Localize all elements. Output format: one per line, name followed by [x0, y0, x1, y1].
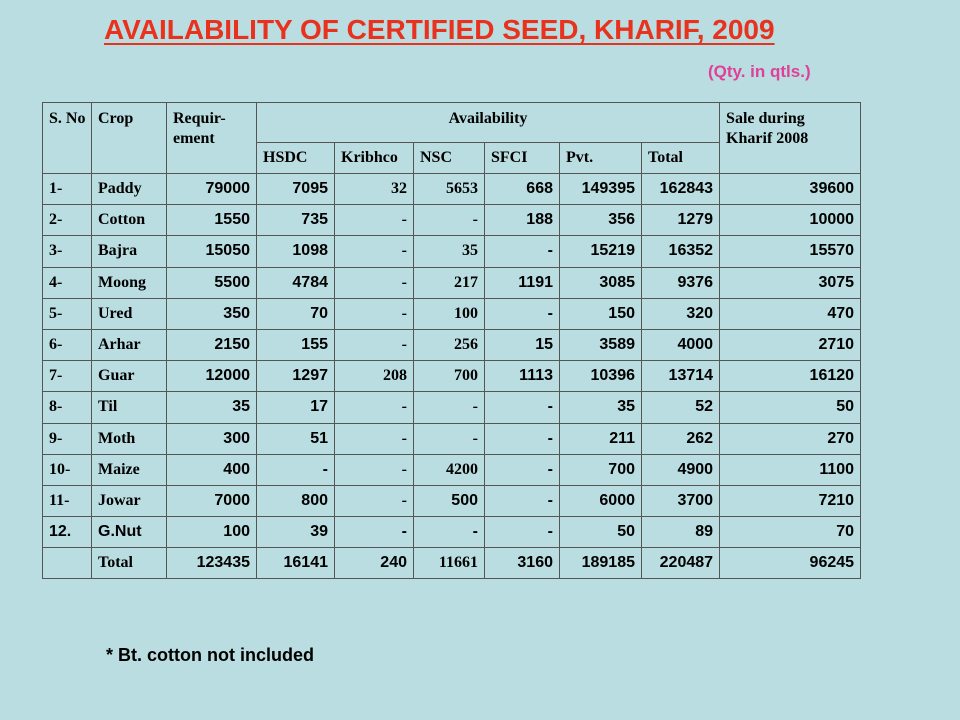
sale-cell: 1100: [720, 454, 861, 485]
sfci-cell: -: [485, 392, 560, 423]
req-cell: 7000: [167, 485, 257, 516]
nsc-cell: 217: [414, 267, 485, 298]
sno-cell: 7-: [43, 361, 92, 392]
hsdc-cell: 7095: [257, 174, 335, 205]
kribhco-cell: -: [335, 392, 414, 423]
nsc-cell: 700: [414, 361, 485, 392]
sno-cell: 2-: [43, 205, 92, 236]
hsdc-cell: 17: [257, 392, 335, 423]
pvt-cell: 50: [560, 517, 642, 548]
sale-cell: 16120: [720, 361, 861, 392]
header-nsc: NSC: [414, 143, 485, 174]
total-cell: 4000: [642, 329, 720, 360]
total-cell: 162843: [642, 174, 720, 205]
table-row: [43, 267, 861, 298]
header-kribhco: Kribhco: [335, 143, 414, 174]
page-title: AVAILABILITY OF CERTIFIED SEED, KHARIF, 2009: [104, 14, 775, 45]
req-cell: 2150: [167, 329, 257, 360]
table-row: [43, 298, 861, 329]
sale-cell: 39600: [720, 174, 861, 205]
total-total: 220487: [642, 548, 720, 579]
header-hsdc: HSDC: [257, 143, 335, 174]
pvt-cell: 3589: [560, 329, 642, 360]
table-row: [43, 485, 861, 516]
req-cell: 400: [167, 454, 257, 485]
total-pvt: 189185: [560, 548, 642, 579]
nsc-cell: -: [414, 423, 485, 454]
total-sno-cell: [43, 548, 92, 579]
req-cell: 12000: [167, 361, 257, 392]
total-cell: 3700: [642, 485, 720, 516]
sno-cell: 6-: [43, 329, 92, 360]
crop-cell: Ured: [92, 298, 167, 329]
kribhco-cell: -: [335, 236, 414, 267]
sfci-cell: -: [485, 485, 560, 516]
unit-note: (Qty. in qtls.): [708, 62, 811, 81]
sfci-cell: -: [485, 298, 560, 329]
pvt-cell: 10396: [560, 361, 642, 392]
total-sale: 96245: [720, 548, 861, 579]
pvt-cell: 6000: [560, 485, 642, 516]
req-cell: 100: [167, 517, 257, 548]
sno-cell: 11-: [43, 485, 92, 516]
crop-cell: Guar: [92, 361, 167, 392]
nsc-cell: 5653: [414, 174, 485, 205]
table-row: [43, 454, 861, 485]
total-cell: 1279: [642, 205, 720, 236]
total-cell: 52: [642, 392, 720, 423]
header-sale: Sale during Kharif 2008: [720, 103, 861, 174]
sno-cell: 9-: [43, 423, 92, 454]
crop-cell: Moth: [92, 423, 167, 454]
sale-cell: 470: [720, 298, 861, 329]
sfci-cell: -: [485, 517, 560, 548]
table-row: [43, 423, 861, 454]
req-cell: 35: [167, 392, 257, 423]
total-cell: 4900: [642, 454, 720, 485]
header-total: Total: [642, 143, 720, 174]
sale-cell: 3075: [720, 267, 861, 298]
header-crop: Crop: [92, 103, 167, 174]
total-row: [43, 548, 861, 579]
nsc-cell: -: [414, 205, 485, 236]
kribhco-cell: -: [335, 485, 414, 516]
sfci-cell: 668: [485, 174, 560, 205]
table-row: [43, 205, 861, 236]
kribhco-cell: -: [335, 454, 414, 485]
total-requirement: 123435: [167, 548, 257, 579]
sale-cell: 50: [720, 392, 861, 423]
sno-cell: 3-: [43, 236, 92, 267]
hsdc-cell: 70: [257, 298, 335, 329]
sale-cell: 270: [720, 423, 861, 454]
nsc-cell: -: [414, 392, 485, 423]
total-cell: 262: [642, 423, 720, 454]
table-row: [43, 361, 861, 392]
hsdc-cell: 4784: [257, 267, 335, 298]
hsdc-cell: 1098: [257, 236, 335, 267]
total-sfci: 3160: [485, 548, 560, 579]
hsdc-cell: 735: [257, 205, 335, 236]
header-sfci: SFCI: [485, 143, 560, 174]
kribhco-cell: -: [335, 517, 414, 548]
sno-cell: 8-: [43, 392, 92, 423]
table-row: [43, 174, 861, 205]
total-cell: 320: [642, 298, 720, 329]
total-kribhco: 240: [335, 548, 414, 579]
nsc-cell: 256: [414, 329, 485, 360]
sno-cell: 5-: [43, 298, 92, 329]
header-availability: Availability: [257, 103, 720, 143]
sno-cell: 4-: [43, 267, 92, 298]
sno-cell: 10-: [43, 454, 92, 485]
hsdc-cell: 51: [257, 423, 335, 454]
pvt-cell: 35: [560, 392, 642, 423]
footnote: * Bt. cotton not included: [106, 645, 314, 665]
pvt-cell: 15219: [560, 236, 642, 267]
total-cell: 89: [642, 517, 720, 548]
total-cell: 13714: [642, 361, 720, 392]
sno-cell: 12.: [43, 517, 92, 548]
hsdc-cell: 1297: [257, 361, 335, 392]
total-cell: 9376: [642, 267, 720, 298]
req-cell: 5500: [167, 267, 257, 298]
sfci-cell: 1191: [485, 267, 560, 298]
pvt-cell: 149395: [560, 174, 642, 205]
sfci-cell: -: [485, 236, 560, 267]
pvt-cell: 150: [560, 298, 642, 329]
sale-cell: 2710: [720, 329, 861, 360]
sfci-cell: 1113: [485, 361, 560, 392]
sfci-cell: 15: [485, 329, 560, 360]
crop-cell: Moong: [92, 267, 167, 298]
pvt-cell: 356: [560, 205, 642, 236]
pvt-cell: 3085: [560, 267, 642, 298]
table-row: [43, 236, 861, 267]
hsdc-cell: 155: [257, 329, 335, 360]
pvt-cell: 700: [560, 454, 642, 485]
sale-cell: 7210: [720, 485, 861, 516]
total-hsdc: 16141: [257, 548, 335, 579]
nsc-cell: 35: [414, 236, 485, 267]
kribhco-cell: -: [335, 329, 414, 360]
kribhco-cell: -: [335, 267, 414, 298]
sale-cell: 10000: [720, 205, 861, 236]
table-row: [43, 392, 861, 423]
kribhco-cell: -: [335, 298, 414, 329]
req-cell: 300: [167, 423, 257, 454]
table-row: [43, 329, 861, 360]
header-sno: S. No: [43, 103, 92, 174]
req-cell: 79000: [167, 174, 257, 205]
nsc-cell: 100: [414, 298, 485, 329]
sale-cell: 15570: [720, 236, 861, 267]
hsdc-cell: 39: [257, 517, 335, 548]
seed-availability-table: [42, 102, 861, 579]
hsdc-cell: 800: [257, 485, 335, 516]
req-cell: 350: [167, 298, 257, 329]
nsc-cell: 500: [414, 485, 485, 516]
nsc-cell: -: [414, 517, 485, 548]
total-nsc: 11661: [414, 548, 485, 579]
crop-cell: Til: [92, 392, 167, 423]
kribhco-cell: -: [335, 423, 414, 454]
sno-cell: 1-: [43, 174, 92, 205]
sfci-cell: 188: [485, 205, 560, 236]
crop-cell: Arhar: [92, 329, 167, 360]
crop-cell: Bajra: [92, 236, 167, 267]
crop-cell: G.Nut: [92, 517, 167, 548]
crop-cell: Maize: [92, 454, 167, 485]
crop-cell: Paddy: [92, 174, 167, 205]
sfci-cell: -: [485, 423, 560, 454]
req-cell: 1550: [167, 205, 257, 236]
total-label: Total: [92, 548, 167, 579]
total-cell: 16352: [642, 236, 720, 267]
table-row: [43, 517, 861, 548]
req-cell: 15050: [167, 236, 257, 267]
header-requirement: Requir- ement: [167, 103, 257, 174]
hsdc-cell: -: [257, 454, 335, 485]
kribhco-cell: 32: [335, 174, 414, 205]
sale-cell: 70: [720, 517, 861, 548]
crop-cell: Jowar: [92, 485, 167, 516]
nsc-cell: 4200: [414, 454, 485, 485]
pvt-cell: 211: [560, 423, 642, 454]
header-pvt: Pvt.: [560, 143, 642, 174]
kribhco-cell: 208: [335, 361, 414, 392]
kribhco-cell: -: [335, 205, 414, 236]
crop-cell: Cotton: [92, 205, 167, 236]
sfci-cell: -: [485, 454, 560, 485]
